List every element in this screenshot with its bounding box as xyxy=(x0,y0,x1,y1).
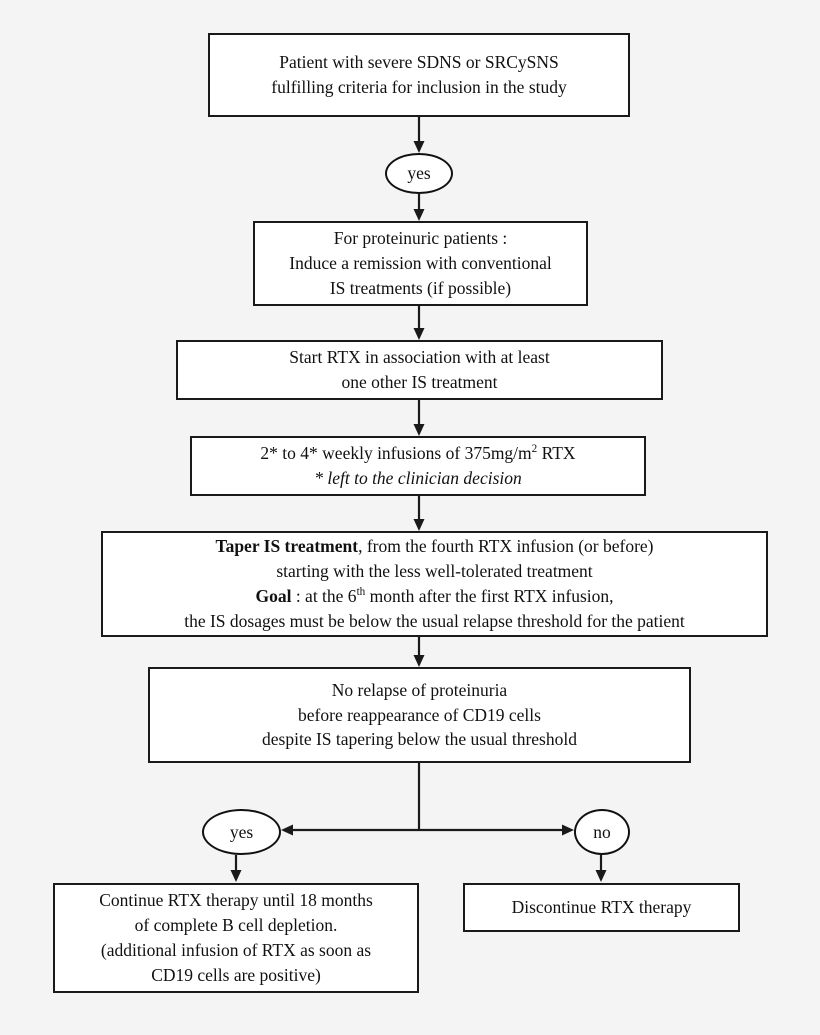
arrowhead-bus-to-no xyxy=(562,825,574,836)
node-continue-rtx-line-1: Continue RTX therapy until 18 months xyxy=(99,890,373,911)
node-continue-rtx-line-2: of complete B cell depletion. xyxy=(134,915,338,936)
arrowhead-taper-to-no-relapse xyxy=(414,655,425,667)
node-proteinuric-patients[interactable] xyxy=(253,221,588,306)
node-discontinue-rtx-line-1: Discontinue RTX therapy xyxy=(511,897,692,918)
node-weekly-infusions-line-1 xyxy=(260,441,575,466)
taper-bold-heading: Taper IS treatment xyxy=(215,536,359,557)
node-weekly-infusions-line-2: * left to the clinician decision xyxy=(314,468,522,488)
arrowhead-inclusion-to-yes1 xyxy=(414,141,425,153)
node-continue-rtx-line-3: (additional infusion of RTX as soon as xyxy=(100,940,372,960)
infusions-dose-suffix: RTX xyxy=(537,443,576,464)
arrowhead-bus-to-yes2 xyxy=(281,825,293,836)
decision-yes-ellipse-1[interactable] xyxy=(385,153,453,194)
decision-no-ellipse[interactable] xyxy=(574,809,630,855)
node-proteinuric-line-3: IS treatments (if possible) xyxy=(329,277,512,298)
taper-line-1-rest: , from the fourth RTX infusion (or before) xyxy=(358,536,654,557)
arrowhead-start-rtx-to-infusions xyxy=(414,424,425,436)
arrowhead-proteinuric-to-start-rtx xyxy=(414,328,425,340)
node-taper-is-treatment[interactable] xyxy=(101,531,768,637)
node-inclusion-line-2: fulfilling criteria for inclusion in the study xyxy=(271,77,567,97)
taper-goal-text-b: month after the first RTX infusion, xyxy=(365,586,614,606)
node-weekly-infusions[interactable] xyxy=(190,436,646,496)
node-taper-line-1 xyxy=(216,534,654,559)
node-inclusion-line-1: Patient with severe SDNS or SRCySNS xyxy=(279,52,559,73)
node-inclusion[interactable] xyxy=(208,33,630,117)
infusions-dose-superscript: 2 xyxy=(531,443,538,456)
node-taper-line-4: the IS dosages must be below the usual relapse threshold for the patient xyxy=(184,610,685,631)
decision-no-ellipse-label: no xyxy=(593,821,611,842)
decision-yes-ellipse-2[interactable] xyxy=(202,809,281,855)
node-taper-line-3 xyxy=(255,584,613,609)
node-continue-rtx-line-4: CD19 cells are positive) xyxy=(151,964,321,985)
node-no-relapse-line-2: before reappearance of CD19 cells xyxy=(298,704,541,725)
node-no-relapse-line-1: No relapse of proteinuria xyxy=(331,679,508,700)
node-no-relapse[interactable] xyxy=(148,667,691,763)
taper-goal-text-a: : at the 6 xyxy=(291,586,357,606)
node-start-rtx[interactable] xyxy=(176,340,663,400)
node-start-rtx-line-2: one other IS treatment xyxy=(341,372,498,392)
arrowhead-yes2-to-continue xyxy=(231,870,242,882)
decision-yes-ellipse-1-label: yes xyxy=(407,163,431,183)
node-start-rtx-line-1: Start RTX in association with at least xyxy=(289,347,550,368)
arrowhead-yes1-to-proteinuric xyxy=(414,209,425,221)
node-taper-line-2: starting with the less well-tolerated treatment xyxy=(276,561,593,582)
arrowhead-infusions-to-taper xyxy=(414,519,425,531)
node-no-relapse-line-3: despite IS tapering below the usual threshold xyxy=(262,729,577,750)
decision-yes-ellipse-2-label: yes xyxy=(229,821,254,842)
taper-goal-label: Goal xyxy=(255,586,292,606)
node-continue-rtx-therapy[interactable] xyxy=(53,883,419,993)
arrowhead-no-to-discontinue xyxy=(596,870,607,882)
node-proteinuric-line-2: Induce a remission with conventional xyxy=(289,253,552,274)
taper-goal-ordinal-superscript: th xyxy=(356,586,366,599)
node-discontinue-rtx-therapy[interactable] xyxy=(463,883,740,932)
infusions-dose-text: 2* to 4* weekly infusions of 375mg/m xyxy=(260,443,532,464)
node-proteinuric-line-1: For proteinuric patients : xyxy=(333,228,508,249)
